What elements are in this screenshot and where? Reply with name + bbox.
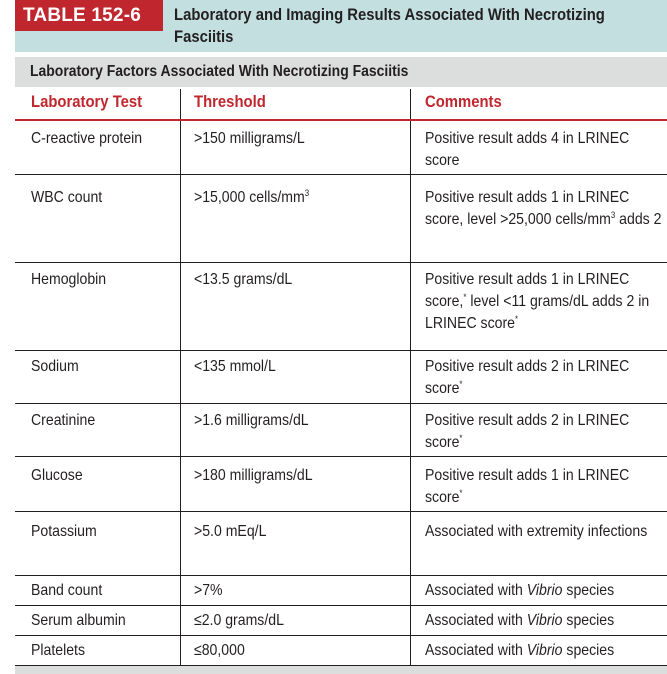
table-row-crp-comments: Positive result adds 4 in LRINEC score bbox=[425, 130, 630, 169]
row-divider bbox=[15, 174, 667, 175]
table-row-crp-test: C-reactive protein bbox=[31, 130, 143, 147]
table-row-sodium-comments: Positive result adds 2 in LRINEC score* bbox=[425, 358, 630, 397]
column-header-comments: Comments bbox=[425, 93, 502, 111]
table-row-potassium-threshold: >5.0 mEq/L bbox=[194, 523, 267, 540]
row-divider bbox=[15, 403, 667, 404]
table-row-band-threshold: >7% bbox=[194, 582, 223, 599]
column-divider bbox=[410, 89, 411, 665]
table-row-albumin-test: Serum albumin bbox=[31, 612, 126, 629]
row-divider bbox=[15, 575, 667, 576]
table-row-sodium-test: Sodium bbox=[31, 358, 79, 375]
table-row-creatinine-threshold: >1.6 milligrams/dL bbox=[194, 412, 309, 429]
table-title-line1: Laboratory and Imaging Results Associated With Necrotizing bbox=[174, 6, 605, 24]
table-row-albumin-threshold: ≤2.0 grams/dL bbox=[194, 612, 284, 629]
section-heading: Laboratory Factors Associated With Necrotizing Fasciitis bbox=[30, 63, 409, 80]
table-row-creatinine-comments: Positive result adds 2 in LRINEC score* bbox=[425, 412, 630, 451]
table-row-albumin-comments: Associated with Vibrio species bbox=[425, 612, 615, 629]
row-divider bbox=[15, 456, 667, 457]
table-row-wbc-threshold: >15,000 cells/$mm^3$ bbox=[194, 188, 310, 206]
table-row-platelets-comments: Associated with Vibrio species bbox=[425, 642, 615, 659]
table-bottom-bar bbox=[15, 666, 667, 674]
table-title-line2: Fasciitis bbox=[174, 28, 234, 46]
row-divider bbox=[15, 262, 667, 263]
column-header-test: Laboratory Test bbox=[31, 93, 143, 111]
row-divider bbox=[15, 511, 667, 512]
table-row-band-comments: Associated with Vibrio species bbox=[425, 582, 615, 599]
table-row-creatinine-test: Creatinine bbox=[31, 412, 96, 429]
column-header-threshold: Threshold bbox=[194, 93, 266, 111]
table-row-glucose-comments: Positive result adds 1 in LRINEC score* bbox=[425, 467, 630, 506]
header-rule bbox=[15, 119, 667, 121]
table-number: TABLE 152-6 bbox=[15, 0, 163, 31]
table-row-hemoglobin-threshold: <13.5 grams/dL bbox=[194, 271, 293, 288]
row-divider bbox=[15, 605, 667, 606]
table-row-platelets-test: Platelets bbox=[31, 642, 86, 659]
table-row-hemoglobin-test: Hemoglobin bbox=[31, 271, 107, 288]
row-divider bbox=[15, 635, 667, 636]
table-row-crp-threshold: >150 milligrams/L bbox=[194, 130, 305, 147]
column-divider bbox=[180, 89, 181, 665]
table-row-band-test: Band count bbox=[31, 582, 103, 599]
table-row-glucose-threshold: >180 milligrams/dL bbox=[194, 467, 313, 484]
table-row-wbc-test: WBC count bbox=[31, 189, 103, 206]
table-title bbox=[174, 4, 606, 48]
table-row-platelets-threshold: ≤80,000 bbox=[194, 642, 245, 659]
table-row-hemoglobin-comments: Positive result adds 1 in LRINEC score,* level <11 grams/dL adds 2 in LRINEC score* bbox=[425, 271, 650, 332]
section-heading-bar bbox=[15, 57, 667, 87]
row-divider bbox=[15, 350, 667, 351]
table-row-glucose-test: Glucose bbox=[31, 467, 83, 484]
table-row-potassium-test: Potassium bbox=[31, 523, 97, 540]
table-row-potassium-comments: Associated with extremity infections bbox=[425, 523, 648, 540]
table-row-sodium-threshold: <135 mmol/L bbox=[194, 358, 276, 375]
column-headers bbox=[15, 89, 667, 119]
table-row-wbc-comments: Positive result adds 1 in LRINEC score, level >25,000 cells/$mm^3$ adds 2 bbox=[425, 189, 662, 228]
table-title-bar bbox=[15, 0, 667, 52]
